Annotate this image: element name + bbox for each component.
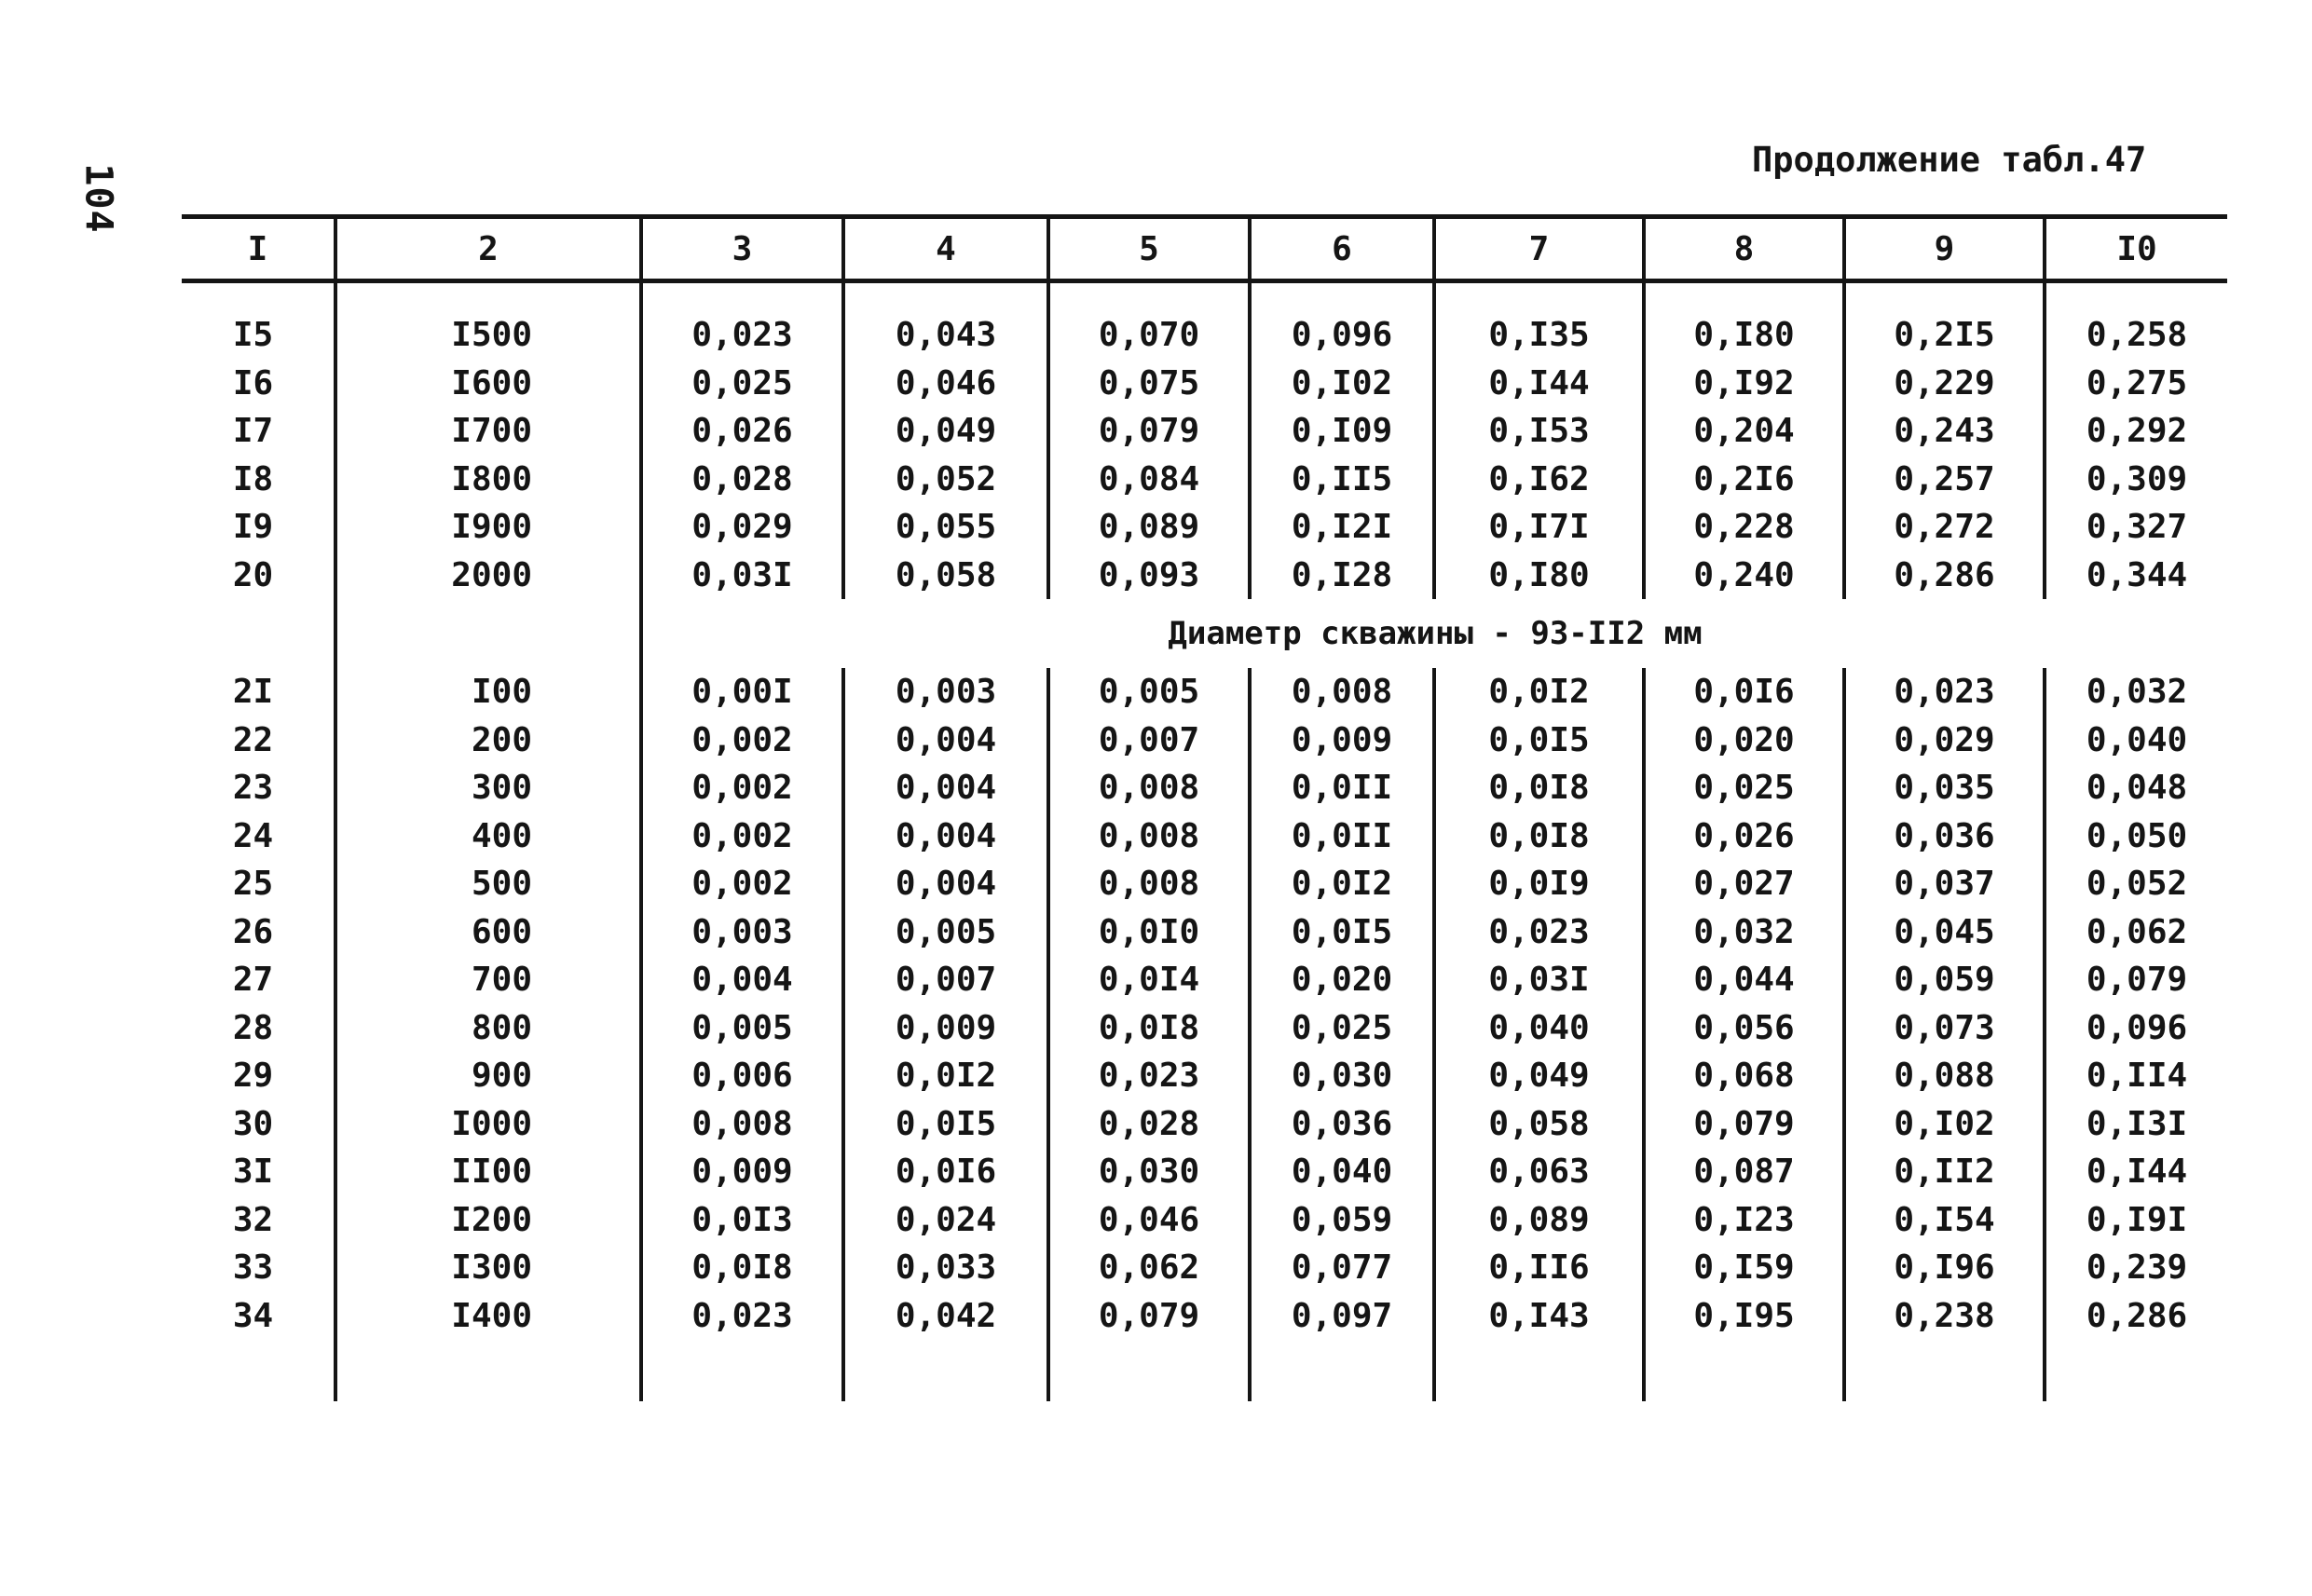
table-cell-col-10: 0,327 <box>2045 503 2227 552</box>
table-row <box>182 360 2227 408</box>
table-cell-col-5: 0,028 <box>1048 1100 1250 1149</box>
table-cell-col-10: 0,I3I <box>2045 1100 2227 1149</box>
table-cell-col-6: 0,025 <box>1250 1004 1434 1053</box>
spacer-row <box>182 1340 2227 1401</box>
table-cell-col-6: 0,036 <box>1250 1100 1434 1149</box>
table-cell-col-4: 0,004 <box>843 812 1048 861</box>
table-cell-col-4: 0,058 <box>843 552 1048 600</box>
column-header-8: 8 <box>1644 217 1844 281</box>
table-cell-col-5: 0,070 <box>1048 311 1250 360</box>
column-header-7: 7 <box>1434 217 1644 281</box>
table-cell-col-5: 0,093 <box>1048 552 1250 600</box>
table-cell-col-4: 0,049 <box>843 407 1048 456</box>
table-cell-col-8: 0,056 <box>1644 1004 1844 1053</box>
column-header-4: 4 <box>843 217 1048 281</box>
table-cell-col-2: 900 <box>335 1052 641 1100</box>
table-cell-col-6: 0,030 <box>1250 1052 1434 1100</box>
table-cell-col-7: 0,I44 <box>1434 360 1644 408</box>
table-cell-col-4: 0,0I6 <box>843 1148 1048 1196</box>
spacer-cell <box>2045 1340 2227 1401</box>
table-cell-col-6: 0,0I5 <box>1250 908 1434 957</box>
table-cell-col-1: 3I <box>232 1153 274 1192</box>
table-cell-col-8: 0,026 <box>1644 812 1844 861</box>
table-cell-col-6: 0,059 <box>1250 1196 1434 1245</box>
spacer-cell <box>1250 1340 1434 1401</box>
table-cell-col-3: 0,0I3 <box>641 1196 843 1245</box>
table-cell-col-10: 0,048 <box>2045 764 2227 812</box>
table-cell-col-7: 0,0I8 <box>1434 812 1644 861</box>
table-cell-col-2: 800 <box>335 1004 641 1053</box>
table-cell-col-3: 0,009 <box>641 1148 843 1196</box>
table-cell-col-6: 0,I28 <box>1250 552 1434 600</box>
table-cell-col-5: 0,008 <box>1048 812 1250 861</box>
spacer-cell <box>1844 281 2045 312</box>
spacer-cell <box>1250 281 1434 312</box>
table-cell-col-2: 200 <box>335 716 641 765</box>
table-body <box>182 281 2227 1402</box>
table-cell-col-4: 0,042 <box>843 1292 1048 1341</box>
table-cell-col-10: 0,062 <box>2045 908 2227 957</box>
table-cell-col-5: 0,079 <box>1048 407 1250 456</box>
spacer-cell <box>335 281 641 312</box>
table-cell-col-10: 0,344 <box>2045 552 2227 600</box>
table-cell-col-7: 0,I80 <box>1434 552 1644 600</box>
table-row <box>182 668 2227 716</box>
table-cell-col-1: 32 <box>232 1200 274 1239</box>
table-row <box>182 764 2227 812</box>
table-cell-col-1: 20 <box>232 555 274 594</box>
table-cell-col-3: 0,00I <box>641 668 843 716</box>
table-cell-col-3: 0,023 <box>641 1292 843 1341</box>
table-row <box>182 456 2227 504</box>
table-cell-col-7: 0,049 <box>1434 1052 1644 1100</box>
spacer-cell <box>1644 281 1844 312</box>
table-row <box>182 1292 2227 1341</box>
table-cell-col-6: 0,040 <box>1250 1148 1434 1196</box>
table-cell-col-9: 0,272 <box>1844 503 2045 552</box>
table-cell-col-6: 0,I02 <box>1250 360 1434 408</box>
table-caption: Продолжение табл.47 <box>1752 140 2147 180</box>
table-cell-col-1: 24 <box>232 816 274 855</box>
table-cell-col-2: I000 <box>335 1100 641 1149</box>
table-cell-col-10: 0,258 <box>2045 311 2227 360</box>
spacer-cell <box>1434 1340 1644 1401</box>
table-cell-col-7: 0,I53 <box>1434 407 1644 456</box>
table-cell-col-9: 0,037 <box>1844 860 2045 908</box>
table-cell-col-7: 0,03I <box>1434 956 1644 1004</box>
table-row <box>182 1148 2227 1196</box>
table-cell-col-9: 0,2I5 <box>1844 311 2045 360</box>
table-cell-col-5: 0,062 <box>1048 1244 1250 1292</box>
table-cell-col-4: 0,004 <box>843 860 1048 908</box>
table-cell-col-10: 0,II4 <box>2045 1052 2227 1100</box>
table-cell-col-1: I7 <box>232 412 274 451</box>
table-cell-col-9: 0,036 <box>1844 812 2045 861</box>
table-cell-col-10: 0,I9I <box>2045 1196 2227 1245</box>
table-cell-col-1: 29 <box>232 1057 274 1096</box>
table-row <box>182 407 2227 456</box>
table-cell-col-9: 0,243 <box>1844 407 2045 456</box>
table-cell-col-8: 0,228 <box>1644 503 1844 552</box>
table-cell-col-9: 0,II2 <box>1844 1148 2045 1196</box>
table-cell-col-7: 0,058 <box>1434 1100 1644 1149</box>
table-cell-col-1: 33 <box>232 1248 274 1288</box>
table-cell-col-1: 34 <box>232 1296 274 1335</box>
table-cell-col-10: 0,079 <box>2045 956 2227 1004</box>
table-cell-col-3: 0,028 <box>641 456 843 504</box>
table-cell-col-10: 0,052 <box>2045 860 2227 908</box>
table-cell-col-7: 0,II6 <box>1434 1244 1644 1292</box>
spacer-cell <box>1644 1340 1844 1401</box>
table-cell-col-2: I800 <box>335 456 641 504</box>
table-cell-col-9: 0,029 <box>1844 716 2045 765</box>
table-cell-col-8: 0,I80 <box>1644 311 1844 360</box>
table-cell-col-1: 28 <box>232 1008 274 1047</box>
table-cell-col-9: 0,088 <box>1844 1052 2045 1100</box>
table-cell-col-4: 0,003 <box>843 668 1048 716</box>
table-cell-col-10: 0,050 <box>2045 812 2227 861</box>
table-cell-col-10: 0,096 <box>2045 1004 2227 1053</box>
table-cell-col-6: 0,I2I <box>1250 503 1434 552</box>
table-cell-col-4: 0,005 <box>843 908 1048 957</box>
table-cell-col-2: II00 <box>335 1148 641 1196</box>
table-cell-col-2: 300 <box>335 764 641 812</box>
table-cell-col-9: 0,238 <box>1844 1292 2045 1341</box>
spacer-cell <box>335 1340 641 1401</box>
table-cell-col-5: 0,079 <box>1048 1292 1250 1341</box>
table-cell-col-8: 0,044 <box>1644 956 1844 1004</box>
table-cell-col-9: 0,I54 <box>1844 1196 2045 1245</box>
table-cell-col-1: 30 <box>232 1104 274 1143</box>
table-cell-col-6: 0,020 <box>1250 956 1434 1004</box>
table-cell-col-8: 0,I23 <box>1644 1196 1844 1245</box>
table-cell-col-3: 0,006 <box>641 1052 843 1100</box>
section-row <box>182 599 2227 668</box>
table-cell-col-9: 0,023 <box>1844 668 2045 716</box>
table-cell-col-4: 0,024 <box>843 1196 1048 1245</box>
table-cell-col-7: 0,0I5 <box>1434 716 1644 765</box>
spacer-cell <box>1048 1340 1250 1401</box>
table-cell-col-2: 400 <box>335 812 641 861</box>
table-row <box>182 1244 2227 1292</box>
table-cell-col-8: 0,079 <box>1644 1100 1844 1149</box>
column-header-6: 6 <box>1250 217 1434 281</box>
table-row <box>182 956 2227 1004</box>
table-row <box>182 812 2227 861</box>
table-cell-col-1: 22 <box>232 720 274 759</box>
table-cell-col-7: 0,023 <box>1434 908 1644 957</box>
table-row <box>182 1196 2227 1245</box>
table-cell-col-1: 25 <box>232 865 274 904</box>
table-row <box>182 908 2227 957</box>
table-cell-col-2: I500 <box>335 311 641 360</box>
table-cell-col-5: 0,046 <box>1048 1196 1250 1245</box>
table-cell-col-6: 0,0II <box>1250 764 1434 812</box>
table-cell-col-3: 0,002 <box>641 764 843 812</box>
table-cell-col-9: 0,I96 <box>1844 1244 2045 1292</box>
table-cell-col-9: 0,I02 <box>1844 1100 2045 1149</box>
table-row <box>182 503 2227 552</box>
table-cell-col-3: 0,0I8 <box>641 1244 843 1292</box>
table-cell-col-1: 23 <box>232 769 274 808</box>
table-cell-col-7: 0,089 <box>1434 1196 1644 1245</box>
table-cell-col-7: 0,063 <box>1434 1148 1644 1196</box>
table-cell-col-4: 0,004 <box>843 716 1048 765</box>
table-cell-col-3: 0,029 <box>641 503 843 552</box>
table-cell-col-3: 0,002 <box>641 812 843 861</box>
table-row <box>182 716 2227 765</box>
table-cell-col-6: 0,008 <box>1250 668 1434 716</box>
table-cell-col-1: I6 <box>232 363 274 402</box>
table-cell-col-10: 0,286 <box>2045 1292 2227 1341</box>
table-cell-col-4: 0,0I2 <box>843 1052 1048 1100</box>
table-cell-col-1: 27 <box>232 961 274 1000</box>
table-cell-col-10: 0,292 <box>2045 407 2227 456</box>
spacer-cell <box>1048 281 1250 312</box>
table-cell-col-5: 0,005 <box>1048 668 1250 716</box>
table-cell-col-8: 0,087 <box>1644 1148 1844 1196</box>
spacer-cell <box>182 281 335 312</box>
table-cell-col-8: 0,0I6 <box>1644 668 1844 716</box>
table-cell-col-1: 2I <box>232 673 274 712</box>
table-cell-col-2: I900 <box>335 503 641 552</box>
table-cell-col-2: I200 <box>335 1196 641 1245</box>
table-cell-col-10: 0,040 <box>2045 716 2227 765</box>
table-cell-col-2: 600 <box>335 908 641 957</box>
column-header-2: 2 <box>335 217 641 281</box>
table-cell-col-9: 0,073 <box>1844 1004 2045 1053</box>
spacer-cell <box>1844 1340 2045 1401</box>
table-cell-col-3: 0,025 <box>641 360 843 408</box>
table-cell-col-8: 0,I92 <box>1644 360 1844 408</box>
table-cell-col-5: 0,0I8 <box>1048 1004 1250 1053</box>
data-table <box>182 214 2227 1401</box>
table-cell-col-5: 0,007 <box>1048 716 1250 765</box>
table-row <box>182 860 2227 908</box>
table-cell-col-4: 0,055 <box>843 503 1048 552</box>
table-cell-col-7: 0,040 <box>1434 1004 1644 1053</box>
page-number: 104 <box>76 163 120 234</box>
table-cell-col-3: 0,005 <box>641 1004 843 1053</box>
table-cell-col-8: 0,204 <box>1644 407 1844 456</box>
table-cell-col-1: I5 <box>232 316 274 355</box>
table-header <box>182 217 2227 281</box>
table-cell-col-3: 0,026 <box>641 407 843 456</box>
table-cell-col-6: 0,097 <box>1250 1292 1434 1341</box>
table-cell-col-3: 0,003 <box>641 908 843 957</box>
table-cell-col-1: 26 <box>232 912 274 951</box>
table-cell-col-2: I600 <box>335 360 641 408</box>
table-row <box>182 311 2227 360</box>
table-cell-col-8: 0,I59 <box>1644 1244 1844 1292</box>
table-cell-col-7: 0,I62 <box>1434 456 1644 504</box>
table-cell-col-9: 0,059 <box>1844 956 2045 1004</box>
table-cell-col-7: 0,0I2 <box>1434 668 1644 716</box>
table-cell-col-7: 0,I43 <box>1434 1292 1644 1341</box>
table-cell-col-3: 0,002 <box>641 860 843 908</box>
table-cell-col-2: I300 <box>335 1244 641 1292</box>
table-cell-col-2: 700 <box>335 956 641 1004</box>
table-cell-col-6: 0,0I2 <box>1250 860 1434 908</box>
table-cell-col-7: 0,I7I <box>1434 503 1644 552</box>
table-cell-col-4: 0,004 <box>843 764 1048 812</box>
table-cell-col-10: 0,309 <box>2045 456 2227 504</box>
spacer-cell <box>335 599 641 668</box>
table-cell-col-5: 0,084 <box>1048 456 1250 504</box>
table-cell-col-10: 0,032 <box>2045 668 2227 716</box>
spacer-cell <box>843 1340 1048 1401</box>
table-cell-col-8: 0,025 <box>1644 764 1844 812</box>
column-header-10: I0 <box>2045 217 2227 281</box>
spacer-cell <box>182 599 335 668</box>
table-cell-col-4: 0,0I5 <box>843 1100 1048 1149</box>
table-cell-col-1: I8 <box>232 459 274 498</box>
table-cell-col-5: 0,023 <box>1048 1052 1250 1100</box>
table-cell-col-3: 0,002 <box>641 716 843 765</box>
table-cell-col-6: 0,009 <box>1250 716 1434 765</box>
table-cell-col-7: 0,0I9 <box>1434 860 1644 908</box>
table-cell-col-8: 0,I95 <box>1644 1292 1844 1341</box>
table-cell-col-9: 0,229 <box>1844 360 2045 408</box>
table-cell-col-4: 0,007 <box>843 956 1048 1004</box>
table-cell-col-1: I9 <box>232 508 274 547</box>
table-cell-col-6: 0,II5 <box>1250 456 1434 504</box>
table-row <box>182 552 2227 600</box>
table-row <box>182 1100 2227 1149</box>
table-cell-col-4: 0,046 <box>843 360 1048 408</box>
table-cell-col-9: 0,286 <box>1844 552 2045 600</box>
column-header-5: 5 <box>1048 217 1250 281</box>
table-cell-col-5: 0,008 <box>1048 860 1250 908</box>
table-cell-col-6: 0,077 <box>1250 1244 1434 1292</box>
table-cell-col-7: 0,0I8 <box>1434 764 1644 812</box>
table-cell-col-6: 0,096 <box>1250 311 1434 360</box>
table-row <box>182 1052 2227 1100</box>
table-cell-col-8: 0,020 <box>1644 716 1844 765</box>
spacer-cell <box>641 281 843 312</box>
spacer-cell <box>843 281 1048 312</box>
table-cell-col-7: 0,I35 <box>1434 311 1644 360</box>
table-cell-col-4: 0,052 <box>843 456 1048 504</box>
table-cell-col-2: I400 <box>335 1292 641 1341</box>
table-cell-col-4: 0,033 <box>843 1244 1048 1292</box>
table-cell-col-8: 0,027 <box>1644 860 1844 908</box>
table-cell-col-2: 500 <box>335 860 641 908</box>
table-cell-col-6: 0,0II <box>1250 812 1434 861</box>
table-cell-col-9: 0,257 <box>1844 456 2045 504</box>
section-title: Диаметр скважины - 93-II2 мм <box>641 599 2227 668</box>
spacer-cell <box>182 1340 335 1401</box>
table-cell-col-2: I700 <box>335 407 641 456</box>
table-cell-col-8: 0,032 <box>1644 908 1844 957</box>
table-cell-col-5: 0,089 <box>1048 503 1250 552</box>
table-cell-col-3: 0,004 <box>641 956 843 1004</box>
column-header-1: I <box>247 229 268 268</box>
column-header-9: 9 <box>1844 217 2045 281</box>
table-cell-col-10: 0,I44 <box>2045 1148 2227 1196</box>
table-cell-col-6: 0,I09 <box>1250 407 1434 456</box>
table-cell-col-9: 0,035 <box>1844 764 2045 812</box>
table-cell-col-5: 0,0I0 <box>1048 908 1250 957</box>
column-header-3: 3 <box>641 217 843 281</box>
table-cell-col-4: 0,043 <box>843 311 1048 360</box>
table-cell-col-5: 0,030 <box>1048 1148 1250 1196</box>
table-cell-col-3: 0,03I <box>641 552 843 600</box>
spacer-cell <box>1434 281 1644 312</box>
table-cell-col-5: 0,075 <box>1048 360 1250 408</box>
spacer-cell <box>641 1340 843 1401</box>
table-cell-col-4: 0,009 <box>843 1004 1048 1053</box>
table-cell-col-5: 0,0I4 <box>1048 956 1250 1004</box>
table-cell-col-2: 2000 <box>335 552 641 600</box>
header-row <box>182 217 2227 281</box>
table-cell-col-10: 0,275 <box>2045 360 2227 408</box>
spacer-row <box>182 281 2227 312</box>
table-cell-col-8: 0,2I6 <box>1644 456 1844 504</box>
table-cell-col-9: 0,045 <box>1844 908 2045 957</box>
table-cell-col-8: 0,240 <box>1644 552 1844 600</box>
table-cell-col-8: 0,068 <box>1644 1052 1844 1100</box>
data-table-container <box>182 214 2227 1379</box>
table-cell-col-2: I00 <box>335 668 641 716</box>
spacer-cell <box>2045 281 2227 312</box>
table-row <box>182 1004 2227 1053</box>
table-cell-col-3: 0,008 <box>641 1100 843 1149</box>
table-cell-col-3: 0,023 <box>641 311 843 360</box>
table-cell-col-10: 0,239 <box>2045 1244 2227 1292</box>
table-cell-col-5: 0,008 <box>1048 764 1250 812</box>
